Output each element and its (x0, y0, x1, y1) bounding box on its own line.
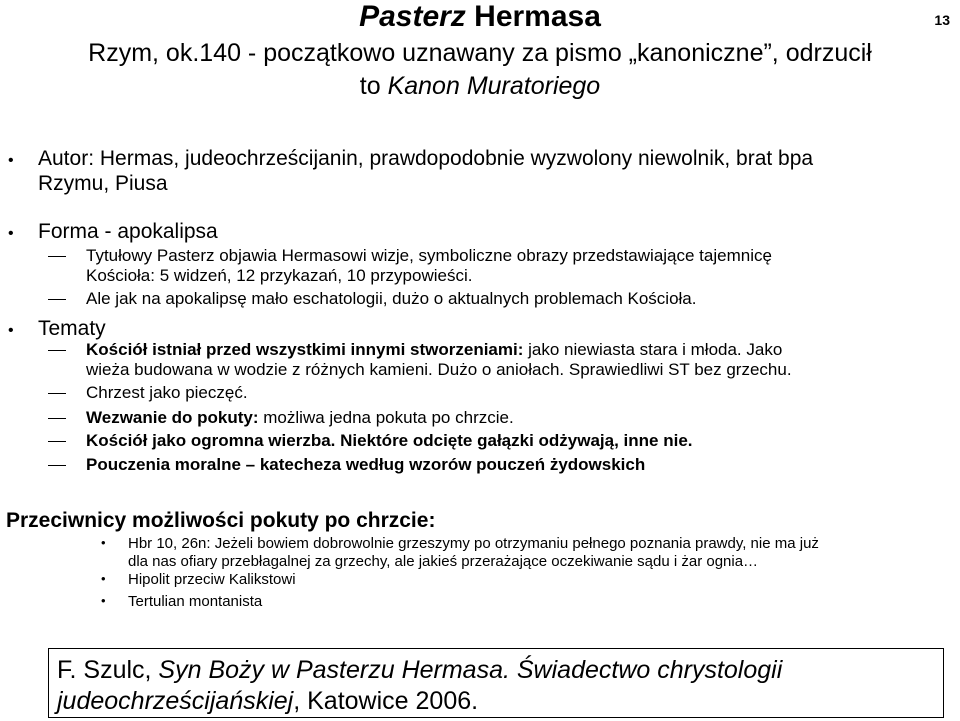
przeciwnicy-item-3: Tertulian montanista (128, 593, 263, 610)
tematy-item-5: Pouczenia moralne – katecheza według wzorów pouczeń żydowskich (86, 455, 646, 474)
subtitle-prefix: to (359, 72, 388, 100)
dash-icon (48, 465, 66, 466)
przeciwnicy-item-1-line-2: dla nas ofiary przebłagalnej za grzechy, ale jakieś przerażające oczekiwanie sądu i żar ognia… (128, 553, 759, 570)
dash-icon (48, 441, 66, 442)
subtitle-line-2 (0, 70, 960, 103)
przeciwnicy-heading: Przeciwnicy możliwości pokuty po chrzcie: (6, 509, 436, 532)
bullet-icon: • (101, 535, 106, 550)
tematy-item-4: Kościół jako ogromna wierzba. Niektóre odcięte gałązki odżywają, inne nie. (86, 431, 693, 450)
title-rest: Hermasa (465, 0, 601, 33)
autor-line-1: Autor: Hermas, judeochrześcijanin, prawdopodobnie wyzwolony niewolnik, brat bpa (38, 147, 814, 170)
subtitle-line-1: Rzym, ok.140 - początkowo uznawany za pismo „kanoniczne”, odrzucił (88, 39, 872, 67)
bullet-icon: • (8, 152, 14, 169)
reference-title: Syn Boży w Pasterzu Hermasa. Świadectwo chrystologii judeochrześcijańskiej (57, 656, 783, 715)
bullet-icon: • (101, 571, 106, 586)
forma-item-2: Ale jak na apokalipsę mało eschatologii, dużo o aktualnych problemach Kościoła. (86, 289, 697, 308)
dash-icon (48, 393, 66, 394)
subtitle-italic: Kanon Muratoriego (387, 72, 601, 100)
dash-icon (48, 418, 66, 419)
slide-title (0, 0, 960, 34)
dash-icon (48, 299, 66, 300)
tematy-item-1-line-2: wieża budowana w wodzie z różnych kamieni. Dużo o aniołach. Sprawiedliwi ST bez grzechu. (86, 360, 792, 379)
tematy-item-1-line-1 (86, 340, 782, 360)
tematy-item-1-rest: jako niewiasta stara i młoda. Jako (523, 340, 783, 359)
bullet-icon: • (101, 593, 106, 608)
page-number: 13 (934, 12, 950, 28)
dash-icon (48, 256, 66, 257)
forma-item-1-line-2: Kościoła: 5 widzeń, 12 przykazań, 10 przypowieści. (86, 266, 473, 285)
reference-prefix: F. Szulc, (57, 656, 159, 684)
reference-suffix: , Katowice 2006. (293, 687, 479, 715)
forma-heading: Forma - apokalipsa (38, 220, 218, 243)
title-italic: Pasterz (359, 0, 466, 33)
reference-box (48, 648, 944, 718)
tematy-heading: Tematy (38, 317, 106, 340)
forma-item-1-line-1: Tytułowy Pasterz objawia Hermasowi wizje, symboliczne obrazy przedstawiające tajemnicę (86, 246, 772, 265)
tematy-item-3-rest: możliwa jedna pokuta po chrzcie. (258, 408, 514, 427)
tematy-item-3-bold: Wezwanie do pokuty: (86, 408, 259, 427)
tematy-item-2: Chrzest jako pieczęć. (86, 383, 248, 402)
dash-icon (48, 350, 66, 351)
autor-line-2: Rzymu, Piusa (38, 172, 168, 195)
tematy-item-3 (86, 408, 514, 428)
bullet-icon: • (8, 225, 14, 242)
przeciwnicy-item-1-line-1: Hbr 10, 26n: Jeżeli bowiem dobrowolnie grzeszymy po otrzymaniu pełnego poznania prawdy, nie ma już (128, 535, 819, 552)
bullet-icon: • (8, 322, 14, 339)
przeciwnicy-item-2: Hipolit przeciw Kalikstowi (128, 571, 296, 588)
tematy-item-1-bold: Kościół istniał przed wszystkimi innymi stworzeniami: (86, 340, 524, 359)
